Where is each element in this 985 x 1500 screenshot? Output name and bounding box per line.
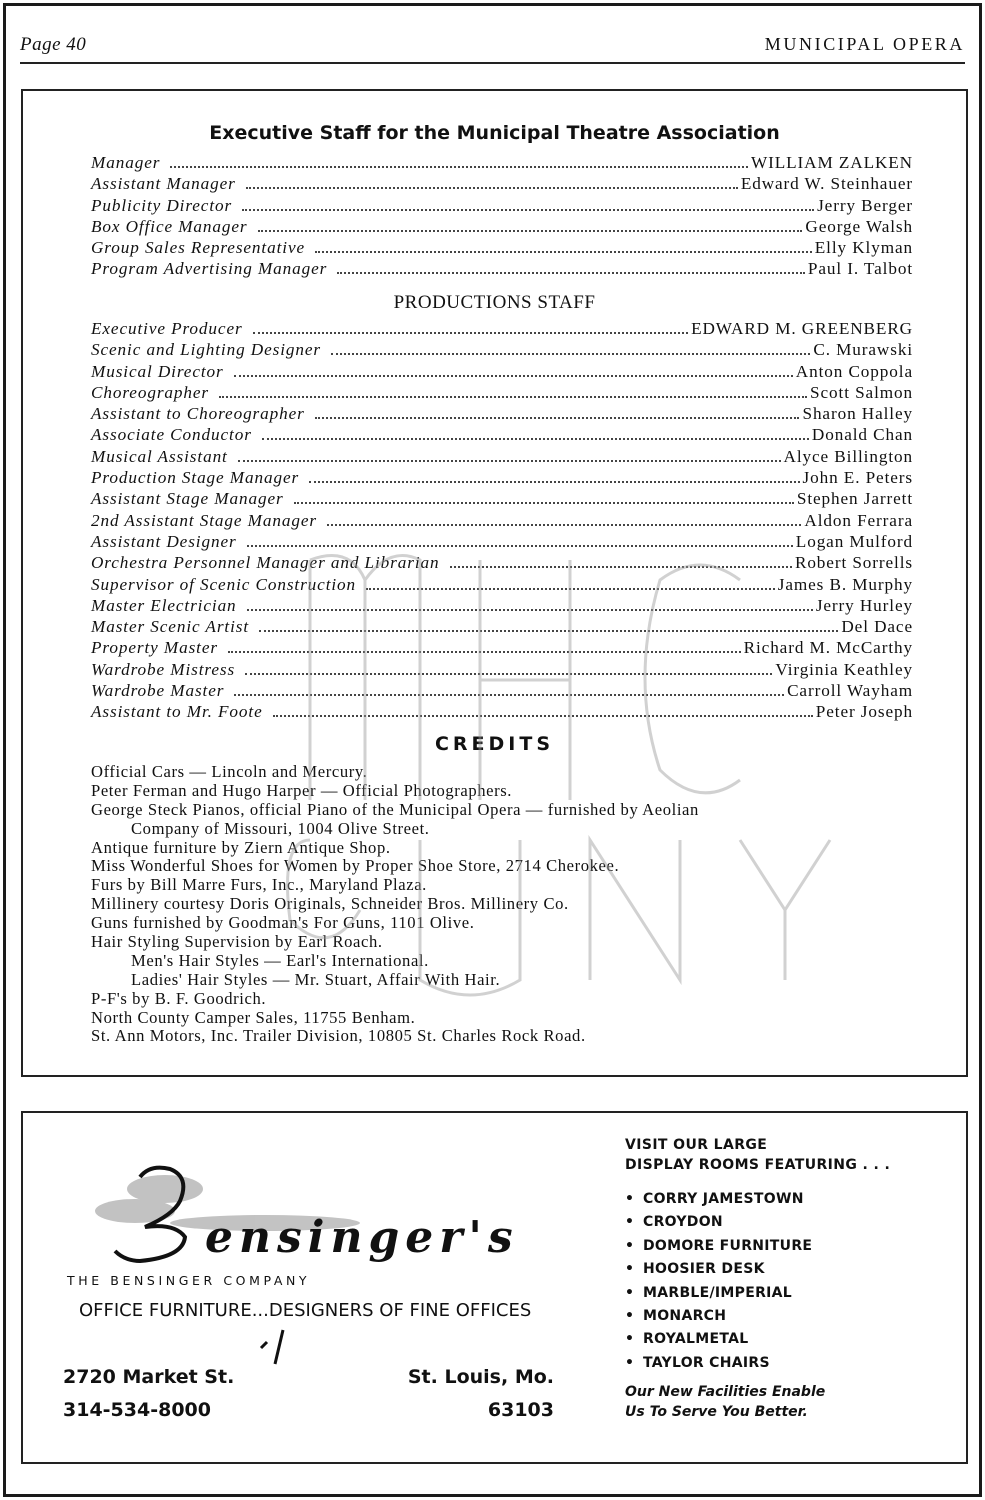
staff-role: 2nd Assistant Stage Manager: [91, 510, 317, 530]
staff-role: Property Master: [91, 638, 218, 658]
brand-item: [625, 1258, 945, 1281]
brand-name: CROYDON: [643, 1214, 723, 1231]
executive-staff-list: [91, 153, 913, 281]
staff-name: George Walsh: [805, 216, 913, 236]
dot-leader: [234, 694, 784, 696]
staff-row: [91, 425, 913, 446]
dot-leader: [253, 332, 689, 334]
staff-role: Manager: [91, 153, 161, 172]
credits-list: [91, 762, 921, 1045]
credit-line: Furs by Bill Marre Furs, Inc., Maryland Plaza.: [91, 875, 427, 895]
staff-name: Jerry Hurley: [815, 595, 913, 615]
dot-leader: [259, 630, 838, 632]
staff-role: Box Office Manager: [91, 216, 248, 236]
dot-leader: [238, 460, 781, 462]
brand-name: TAYLOR CHAIRS: [643, 1354, 770, 1371]
staff-row: [91, 532, 913, 553]
bullet-icon: •: [625, 1214, 635, 1231]
staff-name: Paul I. Talbot: [807, 259, 913, 279]
credit-line: Official Cars — Lincoln and Mercury.: [91, 762, 368, 781]
dot-leader: [337, 272, 805, 274]
dot-leader: [247, 609, 813, 611]
staff-role: Group Sales Representative: [91, 238, 306, 258]
staff-row: [91, 447, 913, 468]
staff-row: [91, 596, 913, 617]
bullet-icon: •: [625, 1191, 635, 1207]
bullet-icon: •: [625, 1237, 635, 1254]
staff-name: Anton Coppola: [795, 361, 913, 381]
credits-title: CREDITS: [434, 733, 555, 755]
staff-row: [91, 153, 913, 174]
staff-name: Del Dace: [841, 617, 913, 637]
decorative-mark-icon: [257, 1328, 287, 1366]
credit-line: Ladies' Hair Styles — Mr. Stuart, Affair With Hair.: [131, 969, 501, 989]
staff-role: Wardrobe Master: [91, 681, 225, 701]
brand-name: DOMORE FURNITURE: [643, 1237, 813, 1254]
dot-leader: [170, 166, 748, 168]
staff-row: [91, 468, 913, 489]
staff-row: [91, 638, 913, 659]
credit-line: Antique furniture by Ziern Antique Shop.: [91, 837, 391, 857]
dot-leader: [309, 481, 799, 483]
credit-line: Men's Hair Styles — Earl's International.: [131, 950, 429, 970]
ad-zip: 63103: [487, 1399, 554, 1421]
brand-item: [625, 1211, 945, 1234]
staff-row: [91, 259, 913, 280]
dot-leader: [327, 524, 801, 526]
staff-row: [91, 489, 913, 510]
staff-role: Orchestra Personnel Manager and Librarian: [91, 553, 440, 573]
credit-line: Miss Wonderful Shoes for Women by Proper Shoe Store, 2714 Cherokee.: [91, 856, 620, 876]
page-number: Page 40: [20, 34, 87, 55]
staff-name: Jerry Berger: [817, 195, 913, 215]
company-name: THE BENSINGER COMPANY: [67, 1273, 311, 1288]
brand-item: [625, 1328, 945, 1351]
staff-role: Program Advertising Manager: [91, 259, 328, 279]
ad-tagline: OFFICE FURNITURE...DESIGNERS OF FINE OFFICES: [79, 1300, 532, 1321]
staff-name: James B. Murphy: [777, 574, 913, 594]
credit-line: Company of Missouri, 1004 Olive Street.: [131, 818, 430, 838]
staff-role: Assistant Manager: [91, 174, 236, 194]
staff-name: C. Murawski: [813, 340, 913, 360]
staff-row: [91, 217, 913, 238]
dot-leader: [247, 545, 793, 547]
ad-footnote: [625, 1383, 945, 1422]
dot-leader: [331, 353, 810, 355]
dot-leader: [246, 187, 738, 189]
bensinger-advertisement: [21, 1111, 968, 1464]
staff-role: Wardrobe Mistress: [91, 659, 236, 679]
staff-name: John E. Peters: [802, 468, 913, 488]
staff-name: Virginia Keathley: [775, 659, 913, 679]
staff-row: [91, 383, 913, 404]
brand-name: ROYALMETAL: [643, 1331, 749, 1348]
dot-leader: [228, 651, 741, 653]
staff-role: Assistant to Choreographer: [91, 404, 305, 424]
staff-row: [91, 575, 913, 596]
dot-leader: [234, 375, 793, 377]
showroom-heading-line-2: DISPLAY ROOMS FEATURING . . .: [625, 1156, 891, 1173]
ad-address: 2720 Market St.: [63, 1366, 235, 1388]
ad-footnote-line-1: Our New Facilities Enable: [625, 1384, 826, 1401]
dot-leader: [315, 417, 800, 419]
brand-name: HOOSIER DESK: [643, 1261, 765, 1278]
staff-name: Stephen Jarrett: [796, 489, 913, 509]
staff-row: [91, 511, 913, 532]
showroom-panel: [625, 1136, 945, 1422]
dot-leader: [219, 396, 807, 398]
showroom-heading-line-1: VISIT OUR LARGE: [625, 1137, 768, 1153]
credit-line: George Steck Pianos, official Piano of the Municipal Opera — furnished by Aeolian: [91, 799, 699, 819]
executive-staff-title: Executive Staff for the Municipal Theatre Association: [209, 122, 780, 144]
staff-row: [91, 362, 913, 383]
dot-leader: [294, 502, 794, 504]
staff-role: Associate Conductor: [91, 425, 252, 445]
brand-name: MARBLE/IMPERIAL: [643, 1284, 793, 1301]
ad-city: St. Louis, Mo.: [407, 1366, 554, 1388]
staff-name: Richard M. McCarthy: [743, 638, 913, 658]
productions-staff-title: PRODUCTIONS STAFF: [393, 292, 596, 313]
credit-line: P-F's by B. F. Goodrich.: [91, 988, 267, 1008]
staff-role: Master Electrician: [91, 595, 237, 615]
bullet-icon: •: [625, 1331, 635, 1348]
staff-role: Publicity Director: [91, 195, 233, 215]
ad-phone: 314-534-8000: [63, 1399, 211, 1421]
brand-item: [625, 1282, 945, 1305]
dot-leader: [315, 251, 812, 253]
running-head: [20, 34, 965, 64]
dot-leader: [262, 438, 809, 440]
ad-footnote-line-2: Us To Serve You Better.: [625, 1403, 808, 1420]
bullet-icon: •: [625, 1308, 635, 1325]
svg-text:ensinger's: ensinger's: [205, 1212, 519, 1263]
staff-credits-box: [21, 89, 968, 1077]
staff-name: Sharon Halley: [802, 404, 913, 424]
brand-name: MONARCH: [643, 1308, 727, 1325]
staff-role: Musical Assistant: [91, 446, 228, 466]
staff-row: [91, 702, 913, 723]
brand-list: [625, 1188, 945, 1375]
dot-leader: [258, 230, 803, 232]
staff-name: Peter Joseph: [815, 702, 913, 722]
bullet-icon: •: [625, 1354, 635, 1371]
dot-leader: [366, 588, 775, 590]
brand-item: [625, 1305, 945, 1328]
bensinger-script-logo: [85, 1149, 519, 1269]
brand-item: [625, 1188, 945, 1211]
staff-role: Assistant Designer: [91, 531, 237, 551]
brand-name: CORRY JAMESTOWN: [643, 1191, 804, 1207]
bullet-icon: •: [625, 1284, 635, 1301]
credit-line: Millinery courtesy Doris Originals, Schneider Bros. Millinery Co.: [91, 894, 569, 914]
brand-item: [625, 1352, 945, 1375]
staff-row: [91, 681, 913, 702]
staff-name: EDWARD M. GREENBERG: [691, 319, 913, 338]
staff-row: [91, 404, 913, 425]
productions-staff-list: [91, 319, 913, 724]
staff-name: Carroll Wayham: [787, 681, 913, 701]
credit-line: North County Camper Sales, 11755 Benham.: [91, 1007, 416, 1027]
dot-leader: [245, 673, 772, 675]
dot-leader: [242, 209, 814, 211]
staff-row: [91, 319, 913, 340]
staff-role: Scenic and Lighting Designer: [91, 340, 321, 360]
staff-name: Robert Sorrells: [794, 553, 913, 573]
staff-role: Production Stage Manager: [91, 468, 300, 488]
staff-row: [91, 340, 913, 361]
staff-row: [91, 617, 913, 638]
credit-line: Peter Ferman and Hugo Harper — Official Photographers.: [91, 780, 513, 800]
credit-line: Guns furnished by Goodman's For Guns, 1101 Olive.: [91, 913, 475, 933]
staff-name: Alyce Billington: [783, 446, 913, 466]
staff-row: [91, 553, 913, 574]
staff-name: Elly Klyman: [814, 238, 913, 258]
staff-role: Assistant to Mr. Foote: [91, 702, 263, 722]
credit-line: Hair Styling Supervision by Earl Roach.: [91, 932, 383, 952]
staff-name: WILLIAM ZALKEN: [751, 153, 913, 172]
staff-role: Choreographer: [91, 382, 210, 402]
credit-line: St. Ann Motors, Inc. Trailer Division, 10805 St. Charles Rock Road.: [91, 1026, 586, 1046]
staff-role: Executive Producer: [91, 319, 243, 338]
dot-leader: [450, 566, 792, 568]
staff-name: Edward W. Steinhauer: [740, 174, 913, 194]
staff-name: Donald Chan: [811, 425, 913, 445]
staff-role: Supervisor of Scenic Construction: [91, 574, 357, 594]
dot-leader: [273, 715, 813, 717]
staff-row: [91, 238, 913, 259]
staff-row: [91, 660, 913, 681]
staff-row: [91, 196, 913, 217]
staff-role: Master Scenic Artist: [91, 617, 250, 637]
staff-role: Musical Director: [91, 361, 224, 381]
staff-name: Logan Mulford: [795, 531, 913, 551]
staff-row: [91, 174, 913, 195]
bullet-icon: •: [625, 1261, 635, 1278]
staff-name: Scott Salmon: [810, 382, 913, 402]
staff-name: Aldon Ferrara: [804, 510, 913, 530]
staff-role: Assistant Stage Manager: [91, 489, 284, 509]
brand-item: [625, 1235, 945, 1258]
publication-title: MUNICIPAL OPERA: [764, 34, 965, 54]
